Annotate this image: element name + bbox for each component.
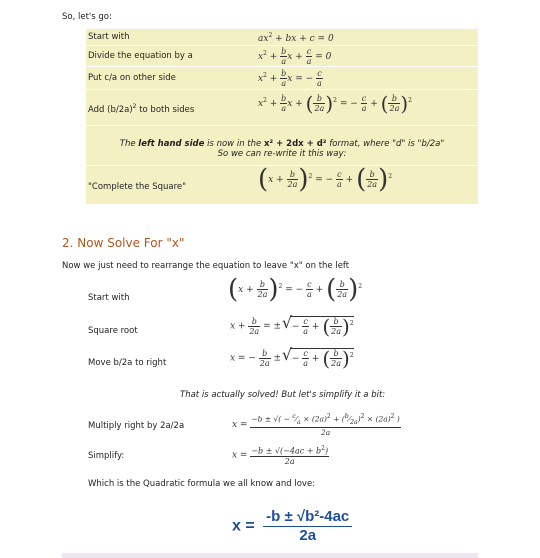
row-label: Put c/a on other side — [88, 73, 176, 83]
section-intro: Now we just need to rearrange the equation to leave "x" on the left — [62, 261, 350, 271]
simplify-label-simplify: Simplify: — [88, 451, 125, 461]
equation-complete-square: (x + $\frac{b}{2a}$ )$^2$ = − $\frac{c}{a}$ + ( $\frac{b}{2a}$ )$^2$ — [258, 164, 393, 195]
section-title: 2. Now Solve For "x" — [62, 236, 185, 250]
equation-start: $ax^2$ + bx + c = 0 — [258, 32, 334, 44]
solve-label-start: Start with — [88, 293, 130, 303]
simplify-label-multiply: Multiply right by 2a/2a — [88, 421, 185, 431]
note-line-1: The left hand side is now in the x² + 2dx + d² format, where "d" is "b/2a" — [119, 139, 445, 149]
table-row — [86, 46, 478, 67]
equation-move-c: $x^2$ + $\frac{b}{a}$ x = − $\frac{c}{a}$ — [258, 69, 322, 88]
solve-label-move: Move b/2a to right — [88, 358, 167, 368]
table-row — [86, 166, 478, 204]
table-row — [86, 29, 478, 46]
equation-divide: $x^2$ + $\frac{b}{a}$ x + $\frac{c}{a}$ = 0 — [258, 47, 332, 66]
equation-move-b: x = − $\frac{b}{2a}$ ± √ − $\frac{c}{a}$ + ( $\frac{b}{2a}$ )$^2$ — [230, 348, 354, 368]
solve-label-sqrt: Square root — [88, 326, 138, 336]
equation-multiply: x = $\frac{-b \pm √( - ^c⁄_a \times (2a)^2 + (^b⁄_{2a})^2 \times (2a)^2 )}{2a}$ — [232, 413, 400, 437]
row-label: Add $(b/2a)^2$ to both sides — [88, 103, 195, 115]
formula-denominator: 2a — [299, 527, 317, 544]
row-label: Start with — [88, 32, 130, 42]
closing-text: Which is the Quadratic formula we all know and love: — [88, 479, 316, 489]
bottom-strip — [62, 553, 478, 558]
equation-simplify: x = $\frac{-b \pm √(-4ac + b^2)}{2a}$ — [232, 445, 329, 466]
equation-square-root: x + $\frac{b}{2a}$ = ± √ − $\frac{c}{a}$ + ( $\frac{b}{2a}$ )$^2$ — [230, 316, 354, 336]
table-row — [86, 90, 478, 126]
row-label: "Complete the Square" — [88, 182, 187, 192]
table-row — [86, 67, 478, 90]
equation-solve-start: (x + $\frac{b}{2a}$ )$^2$ = − $\frac{c}{a}$ + ( $\frac{b}{2a}$ )$^2$ — [228, 274, 363, 305]
intro-text: So, let's go: — [62, 12, 112, 22]
note-row — [86, 126, 478, 166]
formula-lhs: x = — [232, 517, 255, 535]
formula-numerator: -b ± √b²-4ac — [263, 508, 352, 527]
quadratic-formula — [232, 508, 352, 545]
row-label: Divide the equation by a — [88, 51, 193, 61]
note-line-2: So we can re-write it this way: — [217, 149, 347, 159]
solved-note: That is actually solved! But let's simplify it a bit: — [180, 390, 386, 400]
equation-add-square: $x^2$ + $\frac{b}{a}$ x + ( $\frac{b}{2a}$ )$^2$ = − $\frac{c}{a}$ + ( $\frac{b}{2a}$ )$^2$ — [258, 91, 412, 116]
steps-table — [86, 29, 478, 204]
